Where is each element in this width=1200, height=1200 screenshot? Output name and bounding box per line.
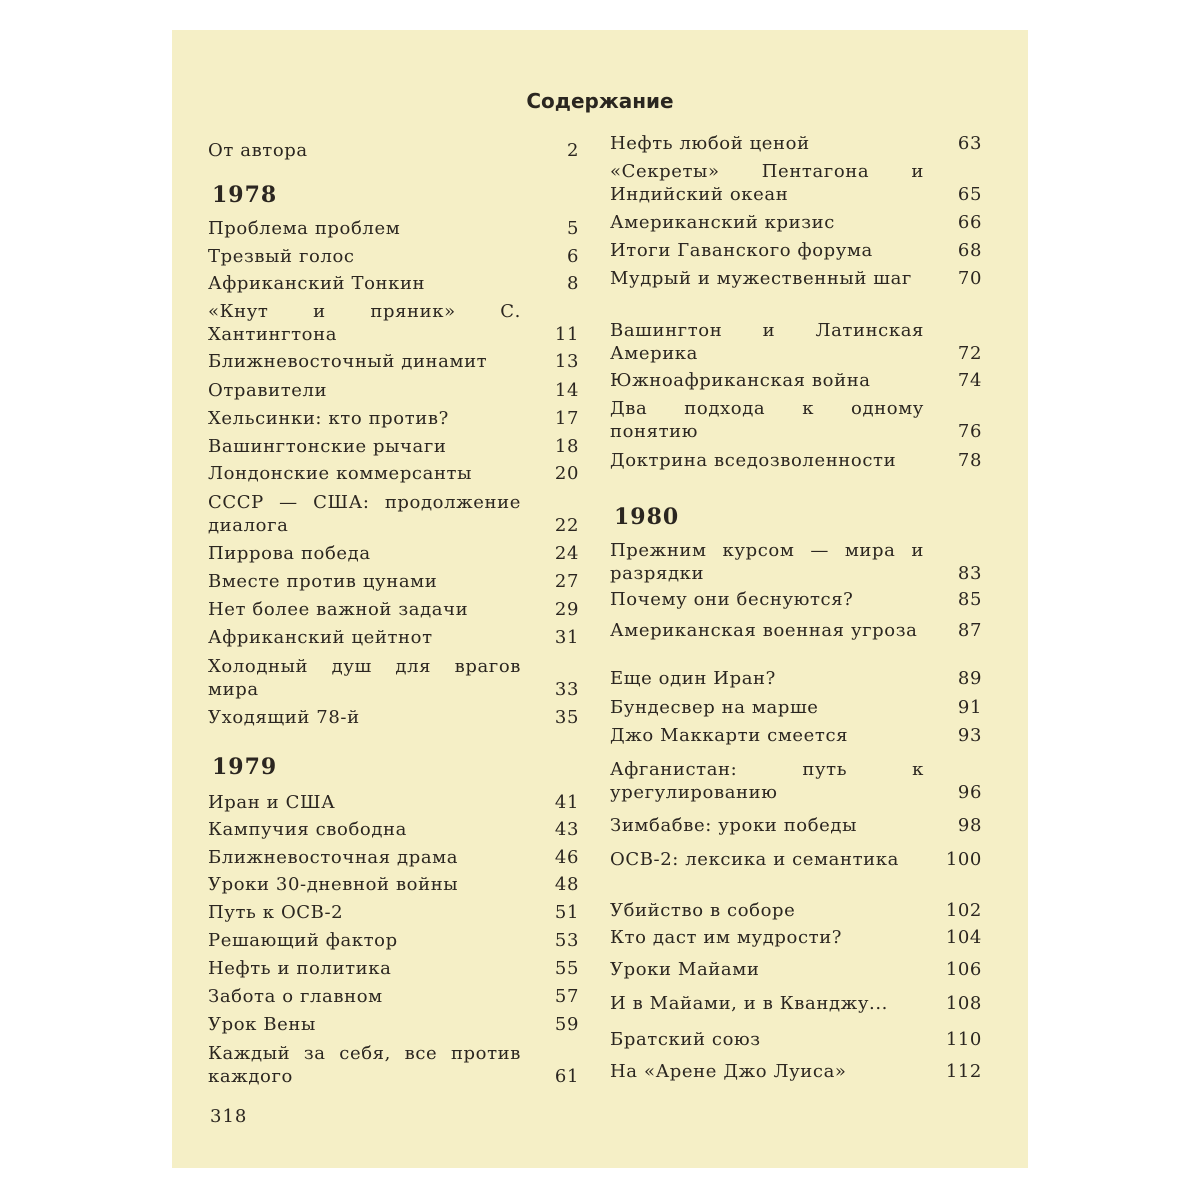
toc-entry: Афганистан: путь к урегулированию 96 bbox=[610, 759, 982, 803]
toc-entry: Мудрый и мужественный шаг 70 bbox=[610, 268, 982, 289]
toc-entry: Хельсинки: кто против? 17 bbox=[208, 408, 579, 429]
toc-entry: Уроки Майами 106 bbox=[610, 959, 982, 980]
toc-entry: Ближневосточный динамит 13 bbox=[208, 351, 579, 372]
toc-entry: Вашингтон и Латинская Америка 72 bbox=[610, 320, 982, 364]
toc-entry: Убийство в соборе 102 bbox=[610, 900, 982, 921]
toc-entry: Каждый за себя, все против каждого 61 bbox=[208, 1043, 579, 1087]
year-heading-1978: 1978 bbox=[212, 182, 278, 208]
toc-entry: Отравители 14 bbox=[208, 380, 579, 401]
toc-entry: Кампучия свободна 43 bbox=[208, 819, 579, 840]
toc-entry: Прежним курсом — мира и разрядки 83 bbox=[610, 540, 982, 584]
toc-entry: Американский кризис 66 bbox=[610, 212, 982, 233]
toc-entry: Почему они беснуются? 85 bbox=[610, 589, 982, 610]
toc-entry: Африканский цейтнот 31 bbox=[208, 627, 579, 648]
toc-entry: Африканский Тонкин 8 bbox=[208, 273, 579, 294]
toc-entry: СССР — США: продолжение диалога 22 bbox=[208, 492, 579, 536]
toc-entry: «Кнут и пряник» С. Хантингтона 11 bbox=[208, 301, 579, 345]
toc-entry: Проблема проблем 5 bbox=[208, 218, 579, 239]
toc-entry: Бундесвер на марше 91 bbox=[610, 697, 982, 718]
toc-entry: Забота о главном 57 bbox=[208, 986, 579, 1007]
toc-entry: Урок Вены 59 bbox=[208, 1014, 579, 1035]
toc-entry: Лондонские коммерсанты 20 bbox=[208, 463, 579, 484]
toc-entry: Нефть любой ценой 63 bbox=[610, 133, 982, 154]
toc-entry: Два подхода к одному понятию 76 bbox=[610, 398, 982, 442]
toc-entry: Путь к ОСВ-2 51 bbox=[208, 902, 579, 923]
toc-entry: Зимбабве: уроки победы 98 bbox=[610, 815, 982, 836]
toc-entry: Пиррова победа 24 bbox=[208, 543, 579, 564]
page-number: 318 bbox=[210, 1106, 248, 1127]
toc-entry: Итоги Гаванского форума 68 bbox=[610, 240, 982, 261]
page-title: Содержание bbox=[526, 89, 674, 113]
toc-entry: От автора 2 bbox=[208, 140, 579, 161]
toc-entry: Вашингтонские рычаги 18 bbox=[208, 436, 579, 457]
toc-entry: Решающий фактор 53 bbox=[208, 930, 579, 951]
toc-entry: Южноафриканская война 74 bbox=[610, 370, 982, 391]
toc-entry: «Секреты» Пентагона и Индийский океан 65 bbox=[610, 161, 982, 205]
toc-entry: Вместе против цунами 27 bbox=[208, 571, 579, 592]
book-page bbox=[172, 30, 1028, 1168]
toc-entry: Нефть и политика 55 bbox=[208, 958, 579, 979]
toc-entry: Джо Маккарти смеется 93 bbox=[610, 725, 982, 746]
toc-entry: Доктрина вседозволенности 78 bbox=[610, 450, 982, 471]
year-heading-1979: 1979 bbox=[212, 754, 278, 780]
toc-entry: Трезвый голос 6 bbox=[208, 246, 579, 267]
toc-entry: Уходящий 78-й 35 bbox=[208, 707, 579, 728]
year-heading-1980: 1980 bbox=[614, 504, 680, 530]
toc-entry: Американская военная угроза 87 bbox=[610, 620, 982, 641]
toc-entry: ОСВ-2: лексика и семантика 100 bbox=[610, 849, 982, 870]
toc-entry: Кто даст им мудрости? 104 bbox=[610, 927, 982, 948]
toc-entry: Ближневосточная драма 46 bbox=[208, 847, 579, 868]
toc-entry: Еще один Иран? 89 bbox=[610, 668, 982, 689]
toc-entry: Уроки 30-дневной войны 48 bbox=[208, 874, 579, 895]
toc-entry: Холодный душ для врагов мира 33 bbox=[208, 656, 579, 700]
toc-entry: Братский союз 110 bbox=[610, 1029, 982, 1050]
toc-entry: Иран и США 41 bbox=[208, 792, 579, 813]
toc-entry: И в Майами, и в Кванджу... 108 bbox=[610, 993, 982, 1014]
toc-entry: Нет более важной задачи 29 bbox=[208, 599, 579, 620]
toc-entry: На «Арене Джо Луиса» 112 bbox=[610, 1061, 982, 1082]
